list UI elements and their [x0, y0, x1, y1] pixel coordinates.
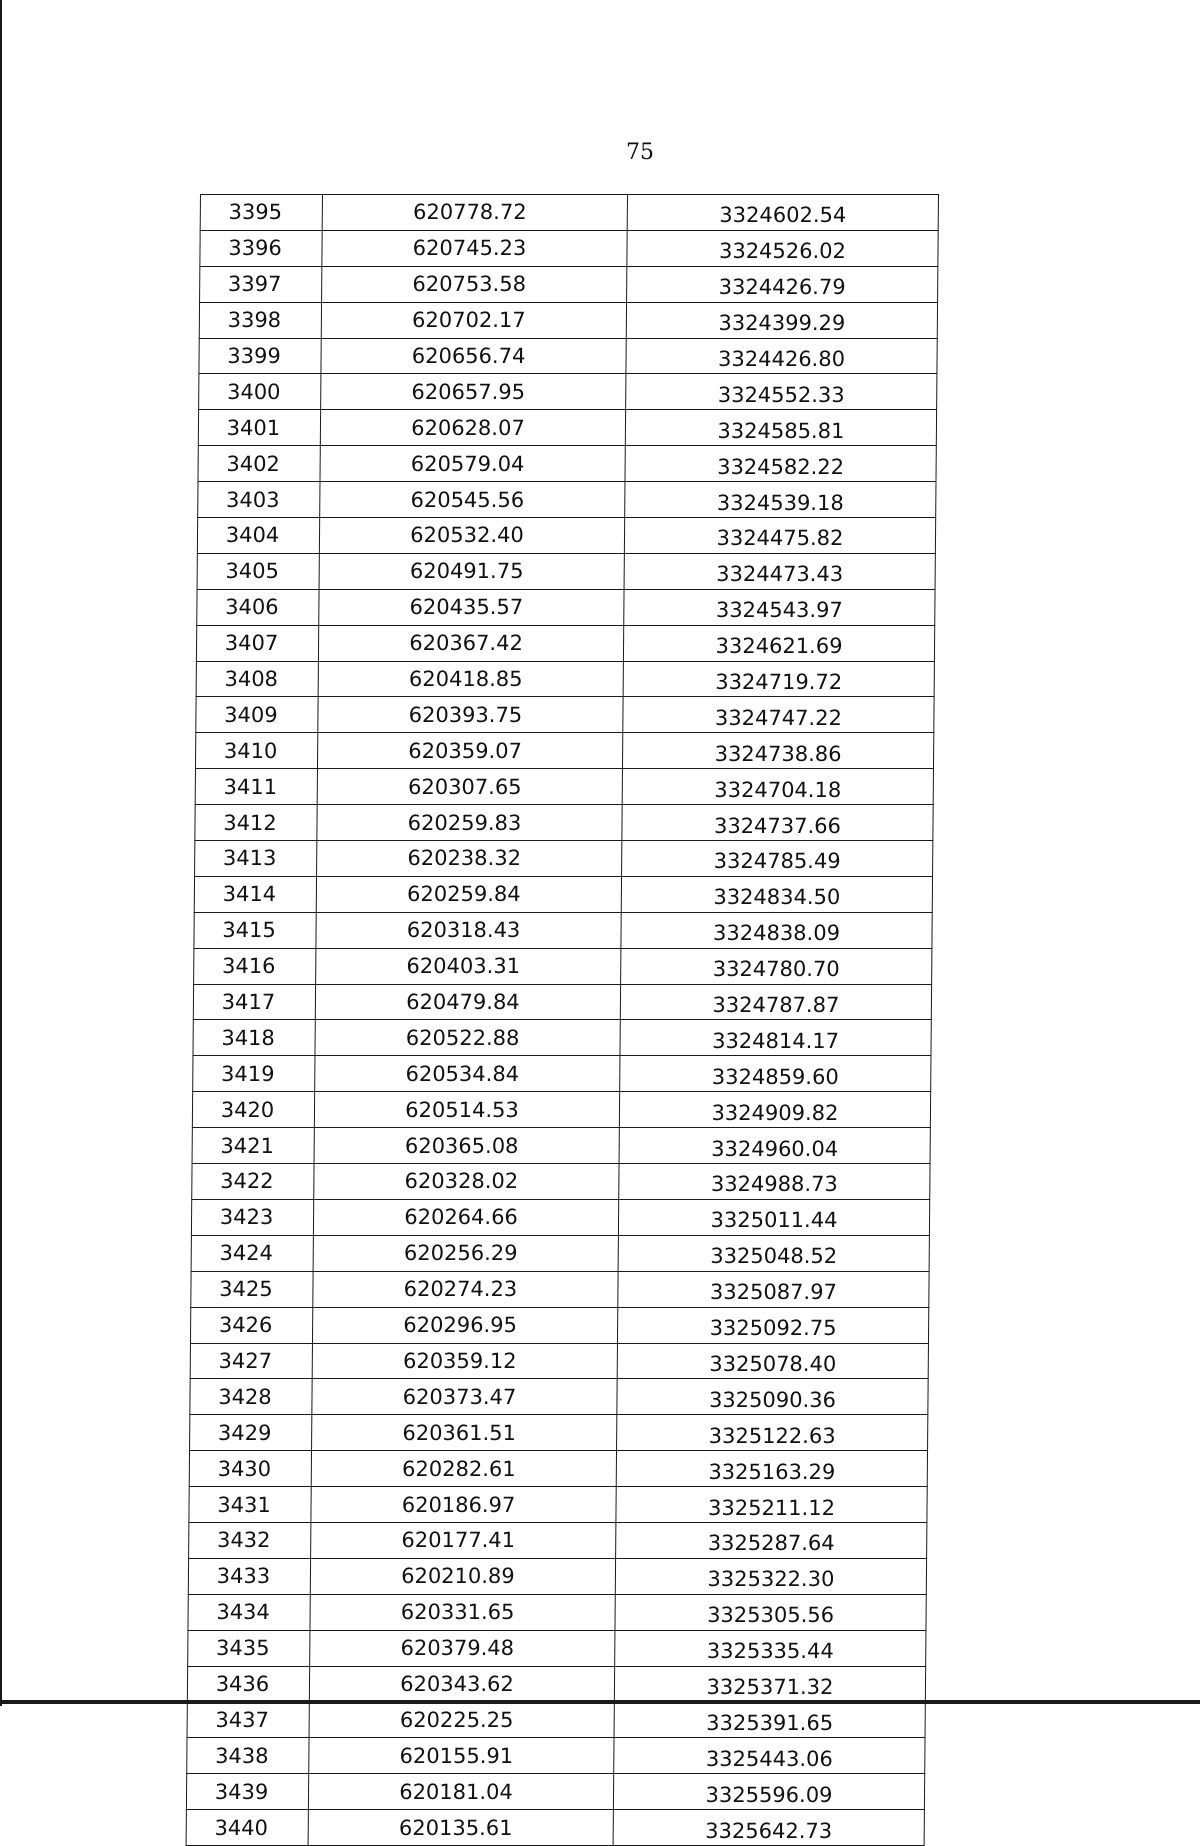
x-coordinate-cell: 620181.04: [308, 1774, 613, 1810]
y-coordinate-cell: 3324704.18: [622, 769, 933, 805]
point-number-cell: 3434: [188, 1594, 310, 1630]
point-number-cell: 3421: [192, 1128, 314, 1164]
y-coordinate-cell: 3324719.72: [623, 661, 934, 697]
table-row: [198, 482, 936, 518]
point-number-cell: 3398: [199, 302, 321, 338]
x-coordinate-cell: 620656.74: [321, 338, 626, 374]
point-number-cell: 3411: [195, 769, 317, 805]
y-coordinate-cell: 3324621.69: [623, 625, 934, 661]
table-row: [189, 1451, 927, 1487]
x-coordinate-cell: 620256.29: [313, 1235, 618, 1271]
y-coordinate-cell: 3325122.63: [617, 1415, 928, 1451]
point-number-cell: 3410: [195, 733, 317, 769]
coordinate-table-body: [186, 195, 938, 1846]
point-number-cell: 3425: [191, 1271, 313, 1307]
y-coordinate-cell: 3324988.73: [619, 1164, 930, 1200]
x-coordinate-cell: 620274.23: [313, 1271, 618, 1307]
x-coordinate-cell: 620210.89: [310, 1558, 615, 1594]
y-coordinate-cell: 3324426.80: [626, 338, 937, 374]
table-row: [191, 1199, 929, 1235]
y-coordinate-cell: 3324780.70: [621, 948, 932, 984]
point-number-cell: 3416: [194, 948, 316, 984]
x-coordinate-cell: 620373.47: [312, 1379, 617, 1415]
y-coordinate-cell: 3324602.54: [627, 195, 938, 231]
y-coordinate-cell: 3325048.52: [618, 1235, 929, 1271]
table-row: [199, 338, 937, 374]
table-row: [186, 1810, 924, 1846]
point-number-cell: 3439: [186, 1774, 308, 1810]
y-coordinate-cell: 3325087.97: [618, 1271, 929, 1307]
table-row: [200, 230, 938, 266]
x-coordinate-cell: 620534.84: [315, 1056, 620, 1092]
x-coordinate-cell: 620365.08: [314, 1128, 619, 1164]
x-coordinate-cell: 620545.56: [320, 482, 625, 518]
y-coordinate-cell: 3325211.12: [616, 1487, 927, 1523]
table-row: [193, 1056, 931, 1092]
point-number-cell: 3395: [200, 195, 322, 231]
point-number-cell: 3438: [187, 1738, 309, 1774]
table-row: [192, 1092, 930, 1128]
coordinate-table: [186, 194, 939, 1846]
x-coordinate-cell: 620657.95: [321, 374, 626, 410]
table-row: [193, 1020, 931, 1056]
x-coordinate-cell: 620282.61: [311, 1451, 616, 1487]
table-row: [198, 446, 936, 482]
point-number-cell: 3408: [196, 661, 318, 697]
point-number-cell: 3404: [197, 518, 319, 554]
x-coordinate-cell: 620331.65: [310, 1594, 615, 1630]
y-coordinate-cell: 3324859.60: [620, 1056, 931, 1092]
x-coordinate-cell: 620745.23: [322, 230, 627, 266]
table-row: [190, 1307, 928, 1343]
y-coordinate-cell: 3324785.49: [622, 841, 933, 877]
table-row: [195, 841, 933, 877]
table-row: [190, 1343, 928, 1379]
x-coordinate-cell: 620259.83: [317, 805, 622, 841]
y-coordinate-cell: 3324473.43: [624, 553, 935, 589]
table-row: [192, 1128, 930, 1164]
table-row: [200, 266, 938, 302]
y-coordinate-cell: 3324552.33: [626, 374, 937, 410]
point-number-cell: 3396: [200, 230, 322, 266]
table-row: [191, 1271, 929, 1307]
x-coordinate-cell: 620296.95: [312, 1307, 617, 1343]
y-coordinate-cell: 3324738.86: [622, 733, 933, 769]
point-number-cell: 3432: [189, 1522, 311, 1558]
y-coordinate-cell: 3324737.66: [622, 805, 933, 841]
table-row: [197, 553, 935, 589]
x-coordinate-cell: 620318.43: [316, 912, 621, 948]
y-coordinate-cell: 3324399.29: [626, 302, 937, 338]
table-row: [196, 697, 934, 733]
x-coordinate-cell: 620379.48: [310, 1630, 615, 1666]
table-row: [195, 733, 933, 769]
x-coordinate-cell: 620238.32: [317, 841, 622, 877]
point-number-cell: 3406: [197, 589, 319, 625]
point-number-cell: 3420: [192, 1092, 314, 1128]
x-coordinate-cell: 620186.97: [311, 1487, 616, 1523]
table-row: [194, 876, 932, 912]
x-coordinate-cell: 620359.12: [312, 1343, 617, 1379]
x-coordinate-cell: 620307.65: [317, 769, 622, 805]
x-coordinate-cell: 620778.72: [322, 195, 627, 231]
point-number-cell: 3433: [188, 1558, 310, 1594]
y-coordinate-cell: 3325596.09: [613, 1774, 924, 1810]
point-number-cell: 3418: [193, 1020, 315, 1056]
point-number-cell: 3440: [186, 1810, 308, 1846]
x-coordinate-cell: 620532.40: [319, 518, 624, 554]
y-coordinate-cell: 3325305.56: [615, 1594, 926, 1630]
point-number-cell: 3422: [192, 1164, 314, 1200]
x-coordinate-cell: 620753.58: [322, 266, 627, 302]
table-row: [194, 948, 932, 984]
point-number-cell: 3405: [197, 553, 319, 589]
table-row: [199, 374, 937, 410]
table-row: [196, 661, 934, 697]
table-row: [195, 769, 933, 805]
x-coordinate-cell: 620628.07: [320, 410, 625, 446]
point-number-cell: 3424: [191, 1235, 313, 1271]
table-row: [190, 1379, 928, 1415]
y-coordinate-cell: 3325090.36: [617, 1379, 928, 1415]
y-coordinate-cell: 3324426.79: [627, 266, 938, 302]
table-row: [194, 912, 932, 948]
point-number-cell: 3429: [190, 1415, 312, 1451]
point-number-cell: 3413: [195, 841, 317, 877]
table-row: [200, 195, 938, 231]
y-coordinate-cell: 3325092.75: [617, 1307, 928, 1343]
y-coordinate-cell: 3324814.17: [620, 1020, 931, 1056]
y-coordinate-cell: 3325443.06: [614, 1738, 925, 1774]
point-number-cell: 3426: [190, 1307, 312, 1343]
y-coordinate-cell: 3324834.50: [621, 876, 932, 912]
point-number-cell: 3399: [199, 338, 321, 374]
table-row: [191, 1235, 929, 1271]
table-row: [199, 302, 937, 338]
point-number-cell: 3436: [187, 1666, 309, 1702]
point-number-cell: 3403: [198, 482, 320, 518]
x-coordinate-cell: 620514.53: [314, 1092, 619, 1128]
table-row: [186, 1774, 924, 1810]
point-number-cell: 3400: [199, 374, 321, 410]
table-row: [189, 1487, 927, 1523]
table-row: [198, 410, 936, 446]
y-coordinate-cell: 3325335.44: [615, 1630, 926, 1666]
point-number-cell: 3402: [198, 446, 320, 482]
table-row: [187, 1666, 925, 1702]
point-number-cell: 3435: [188, 1630, 310, 1666]
table-row: [189, 1522, 927, 1558]
point-number-cell: 3414: [194, 876, 316, 912]
table-row: [193, 984, 931, 1020]
y-coordinate-cell: 3324747.22: [623, 697, 934, 733]
x-coordinate-cell: 620522.88: [315, 1020, 620, 1056]
x-coordinate-cell: 620491.75: [319, 553, 624, 589]
scan-border-left: [0, 0, 2, 1706]
y-coordinate-cell: 3324585.81: [625, 410, 936, 446]
x-coordinate-cell: 620359.07: [317, 733, 622, 769]
x-coordinate-cell: 620155.91: [309, 1738, 614, 1774]
y-coordinate-cell: 3324475.82: [624, 518, 935, 554]
y-coordinate-cell: 3325322.30: [615, 1558, 926, 1594]
table-row: [187, 1702, 925, 1738]
y-coordinate-cell: 3325163.29: [616, 1451, 927, 1487]
y-coordinate-cell: 3325287.64: [616, 1522, 927, 1558]
point-number-cell: 3401: [198, 410, 320, 446]
y-coordinate-cell: 3324960.04: [619, 1128, 930, 1164]
table-row: [195, 805, 933, 841]
x-coordinate-cell: 620479.84: [315, 984, 620, 1020]
x-coordinate-cell: 620393.75: [318, 697, 623, 733]
table-row: [187, 1738, 925, 1774]
table-row: [192, 1164, 930, 1200]
x-coordinate-cell: 620403.31: [316, 948, 621, 984]
y-coordinate-cell: 3325011.44: [618, 1199, 929, 1235]
x-coordinate-cell: 620177.41: [311, 1522, 616, 1558]
point-number-cell: 3417: [193, 984, 315, 1020]
x-coordinate-cell: 620435.57: [319, 589, 624, 625]
table-row: [188, 1558, 926, 1594]
x-coordinate-cell: 620259.84: [316, 876, 621, 912]
x-coordinate-cell: 620367.42: [318, 625, 623, 661]
y-coordinate-cell: 3324838.09: [621, 912, 932, 948]
table-row: [190, 1415, 928, 1451]
point-number-cell: 3397: [200, 266, 322, 302]
y-coordinate-cell: 3324582.22: [625, 446, 936, 482]
x-coordinate-cell: 620225.25: [309, 1702, 614, 1738]
y-coordinate-cell: 3324526.02: [627, 230, 938, 266]
y-coordinate-cell: 3325371.32: [614, 1666, 925, 1702]
x-coordinate-cell: 620702.17: [321, 302, 626, 338]
x-coordinate-cell: 620343.62: [309, 1666, 614, 1702]
point-number-cell: 3412: [195, 805, 317, 841]
table-row: [188, 1594, 926, 1630]
x-coordinate-cell: 620361.51: [312, 1415, 617, 1451]
y-coordinate-cell: 3325078.40: [617, 1343, 928, 1379]
x-coordinate-cell: 620264.66: [313, 1199, 618, 1235]
point-number-cell: 3437: [187, 1702, 309, 1738]
x-coordinate-cell: 620328.02: [314, 1164, 619, 1200]
y-coordinate-cell: 3324909.82: [619, 1092, 930, 1128]
point-number-cell: 3415: [194, 912, 316, 948]
y-coordinate-cell: 3325642.73: [613, 1810, 924, 1846]
table-row: [197, 589, 935, 625]
y-coordinate-cell: 3324543.97: [624, 589, 935, 625]
point-number-cell: 3409: [196, 697, 318, 733]
x-coordinate-cell: 620135.61: [308, 1810, 613, 1846]
point-number-cell: 3423: [191, 1199, 313, 1235]
point-number-cell: 3427: [190, 1343, 312, 1379]
y-coordinate-cell: 3325391.65: [614, 1702, 925, 1738]
point-number-cell: 3431: [189, 1487, 311, 1523]
page-number: 75: [626, 140, 654, 165]
table-row: [197, 518, 935, 554]
point-number-cell: 3430: [189, 1451, 311, 1487]
point-number-cell: 3428: [190, 1379, 312, 1415]
y-coordinate-cell: 3324787.87: [620, 984, 931, 1020]
x-coordinate-cell: 620579.04: [320, 446, 625, 482]
point-number-cell: 3419: [193, 1056, 315, 1092]
point-number-cell: 3407: [196, 625, 318, 661]
x-coordinate-cell: 620418.85: [318, 661, 623, 697]
table-row: [196, 625, 934, 661]
table-row: [188, 1630, 926, 1666]
y-coordinate-cell: 3324539.18: [625, 482, 936, 518]
